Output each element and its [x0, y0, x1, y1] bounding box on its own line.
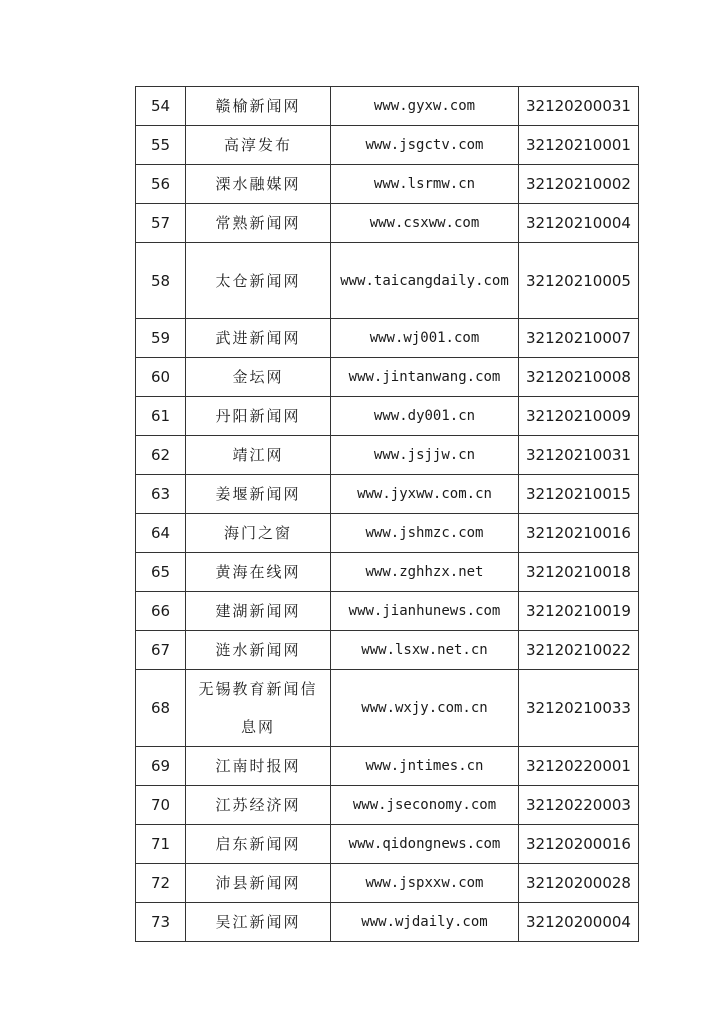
site-name: 建湖新闻网 [186, 592, 331, 631]
registration-code: 32120210008 [519, 358, 639, 397]
site-name: 启东新闻网 [186, 825, 331, 864]
row-number: 73 [136, 903, 186, 942]
site-name: 武进新闻网 [186, 319, 331, 358]
table-row [136, 903, 639, 942]
row-number: 71 [136, 825, 186, 864]
table-row [136, 126, 639, 165]
registration-code: 32120200028 [519, 864, 639, 903]
news-site-table-container [135, 86, 639, 942]
site-url: www.jseconomy.com [331, 786, 519, 825]
row-number: 59 [136, 319, 186, 358]
site-name: 黄海在线网 [186, 553, 331, 592]
table-row [136, 864, 639, 903]
site-name: 溧水融媒网 [186, 165, 331, 204]
row-number: 72 [136, 864, 186, 903]
registration-code: 32120210015 [519, 475, 639, 514]
site-url: www.dy001.cn [331, 397, 519, 436]
registration-code: 32120220003 [519, 786, 639, 825]
site-name: 姜堰新闻网 [186, 475, 331, 514]
table-row [136, 670, 639, 747]
table-body [136, 87, 639, 942]
site-url: www.jntimes.cn [331, 747, 519, 786]
table-row [136, 514, 639, 553]
table-row [136, 87, 639, 126]
site-url: www.taicangdaily.com [331, 243, 519, 319]
registration-code: 32120200031 [519, 87, 639, 126]
table-row [136, 825, 639, 864]
registration-code: 32120210019 [519, 592, 639, 631]
table-row [136, 165, 639, 204]
registration-code: 32120220001 [519, 747, 639, 786]
table-row [136, 243, 639, 319]
site-url: www.jsgctv.com [331, 126, 519, 165]
news-site-table [135, 86, 639, 942]
registration-code: 32120210022 [519, 631, 639, 670]
table-row [136, 436, 639, 475]
site-name: 涟水新闻网 [186, 631, 331, 670]
registration-code: 32120210002 [519, 165, 639, 204]
site-url: www.qidongnews.com [331, 825, 519, 864]
site-url: www.jintanwang.com [331, 358, 519, 397]
site-name: 吴江新闻网 [186, 903, 331, 942]
site-name: 丹阳新闻网 [186, 397, 331, 436]
site-name: 沛县新闻网 [186, 864, 331, 903]
table-row [136, 319, 639, 358]
site-name: 无锡教育新闻信息网 [186, 670, 331, 747]
registration-code: 32120210007 [519, 319, 639, 358]
site-url: www.wj001.com [331, 319, 519, 358]
registration-code: 32120210033 [519, 670, 639, 747]
site-name: 江苏经济网 [186, 786, 331, 825]
row-number: 60 [136, 358, 186, 397]
row-number: 69 [136, 747, 186, 786]
site-url: www.gyxw.com [331, 87, 519, 126]
table-row [136, 475, 639, 514]
registration-code: 32120210004 [519, 204, 639, 243]
site-name: 常熟新闻网 [186, 204, 331, 243]
registration-code: 32120210009 [519, 397, 639, 436]
registration-code: 32120210031 [519, 436, 639, 475]
registration-code: 32120210001 [519, 126, 639, 165]
row-number: 65 [136, 553, 186, 592]
site-name: 金坛网 [186, 358, 331, 397]
row-number: 61 [136, 397, 186, 436]
registration-code: 32120200004 [519, 903, 639, 942]
site-url: www.jsjjw.cn [331, 436, 519, 475]
table-row [136, 786, 639, 825]
site-url: www.wjdaily.com [331, 903, 519, 942]
row-number: 55 [136, 126, 186, 165]
row-number: 63 [136, 475, 186, 514]
table-row [136, 553, 639, 592]
site-url: www.zghhzx.net [331, 553, 519, 592]
row-number: 70 [136, 786, 186, 825]
site-name: 高淳发布 [186, 126, 331, 165]
site-url: www.csxww.com [331, 204, 519, 243]
row-number: 68 [136, 670, 186, 747]
row-number: 56 [136, 165, 186, 204]
site-url: www.lsrmw.cn [331, 165, 519, 204]
table-row [136, 747, 639, 786]
registration-code: 32120210018 [519, 553, 639, 592]
site-url: www.lsxw.net.cn [331, 631, 519, 670]
site-name: 靖江网 [186, 436, 331, 475]
row-number: 64 [136, 514, 186, 553]
row-number: 58 [136, 243, 186, 319]
site-name: 太仓新闻网 [186, 243, 331, 319]
registration-code: 32120200016 [519, 825, 639, 864]
site-url: www.jyxww.com.cn [331, 475, 519, 514]
table-row [136, 631, 639, 670]
table-row [136, 592, 639, 631]
registration-code: 32120210005 [519, 243, 639, 319]
site-name: 赣榆新闻网 [186, 87, 331, 126]
table-row [136, 358, 639, 397]
table-row [136, 204, 639, 243]
row-number: 62 [136, 436, 186, 475]
registration-code: 32120210016 [519, 514, 639, 553]
site-name: 海门之窗 [186, 514, 331, 553]
row-number: 67 [136, 631, 186, 670]
site-url: www.jshmzc.com [331, 514, 519, 553]
table-row [136, 397, 639, 436]
site-name: 江南时报网 [186, 747, 331, 786]
site-url: www.wxjy.com.cn [331, 670, 519, 747]
row-number: 66 [136, 592, 186, 631]
row-number: 57 [136, 204, 186, 243]
row-number: 54 [136, 87, 186, 126]
site-url: www.jianhunews.com [331, 592, 519, 631]
site-url: www.jspxxw.com [331, 864, 519, 903]
